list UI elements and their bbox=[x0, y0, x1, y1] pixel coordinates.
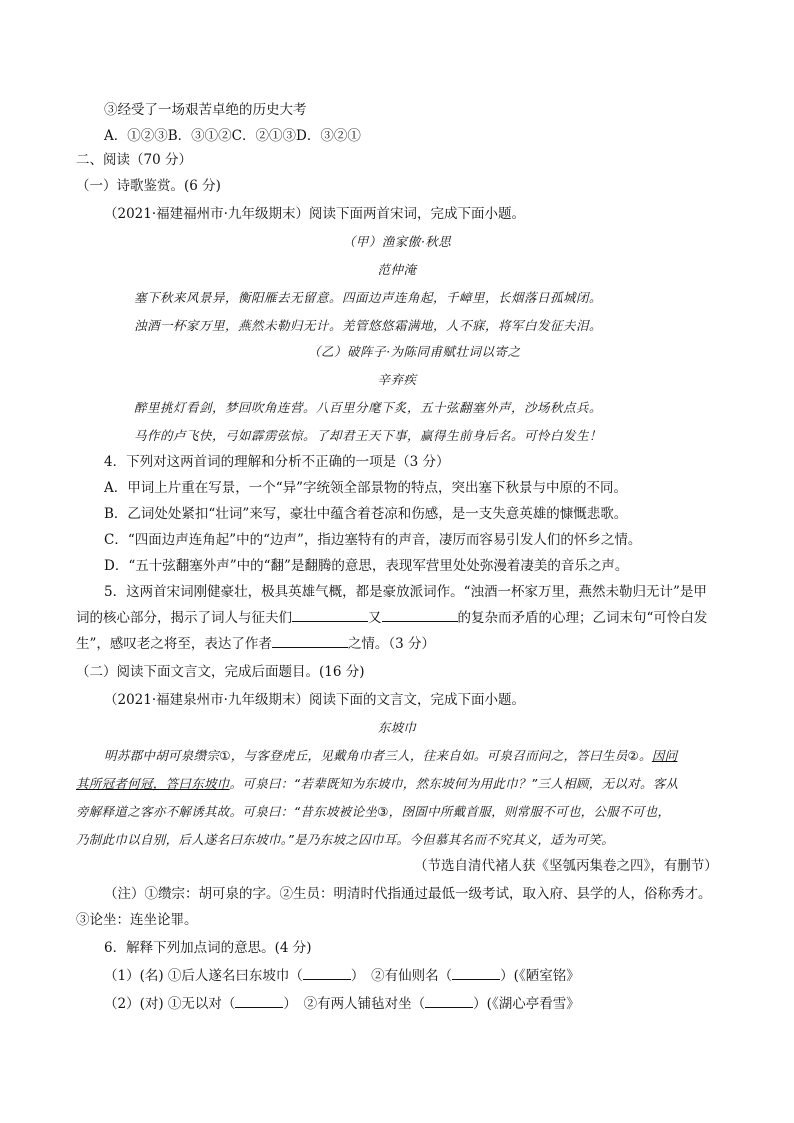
question-5-line-2 bbox=[76, 608, 707, 628]
essay-line-1 bbox=[104, 746, 677, 766]
essay-source: （节选自清代褚人获《坚瓠丙集卷之四》，有删节） bbox=[414, 858, 718, 874]
poem-yi-line-1: 醉里挑灯看剑，梦回吹角连营。八百里分麾下炙，五十弦翻塞外声，沙场秋点兵。 bbox=[134, 400, 603, 415]
question-6-stem: 6．解释下列加点词的意思。(4 分) bbox=[104, 940, 312, 956]
answer-blank-7[interactable] bbox=[425, 994, 473, 1008]
q6-r2-c: ）(《湖心亭看雪》 bbox=[473, 996, 580, 1012]
essay-line-3: 旁解释道之客亦不解诱其故。可泉曰：“昔东坡被论坐③，囹圄中所戴首服，则常服不可也，公服不可也， bbox=[76, 804, 671, 819]
q6-r1-b: ） ②有仙则名（ bbox=[350, 968, 453, 984]
part2-intro: （2021·福建泉州市·九年级期末）阅读下面的文言文，完成下面小题。 bbox=[104, 692, 525, 708]
answer-blank-4[interactable] bbox=[303, 966, 351, 980]
question-5-line-3 bbox=[76, 634, 435, 654]
essay-line-4: 乃制此巾以自别，后人遂名曰东坡巾。”是乃东坡之囚巾耳。今但慕其名而不究其义，适为可笑。 bbox=[76, 832, 615, 847]
poem-yi-title: （乙）破阵子·为陈同甫赋壮词以寄之 bbox=[308, 344, 521, 359]
question-5-line-1: 5．这两首宋词刚健豪壮，极具英雄气概，都是豪放派词作。“浊酒一杯家万里，燕然未勒归无计”是甲 bbox=[104, 584, 707, 600]
answer-blank-6[interactable] bbox=[235, 994, 283, 1008]
question-4-stem: 4．下列对这两首词的理解和分析不正确的一项是（3 分） bbox=[104, 454, 450, 470]
essay-title: 东坡巾 bbox=[377, 720, 417, 735]
part1-title: （一）诗歌鉴赏。(6 分) bbox=[76, 178, 221, 194]
option-item-3: ③经受了一场艰苦卓绝的历史大考 bbox=[104, 102, 307, 118]
q5-text-b: 又 bbox=[368, 610, 382, 626]
poem-yi-author: 辛弃疾 bbox=[377, 372, 417, 387]
poem-jia-line-1: 塞下秋来风景异，衡阳雁去无留意。四面边声连角起，千嶂里，长烟落日孤城闭。 bbox=[134, 290, 603, 305]
q6-r2-b: ） ②有两人铺毡对坐（ bbox=[283, 996, 426, 1012]
answer-blank-2[interactable] bbox=[382, 608, 458, 622]
essay-underlined-2: 其所冠者何冠，答曰东坡巾 bbox=[76, 776, 230, 791]
question-6-row-1 bbox=[104, 966, 580, 986]
part2-title: （二）阅读下面文言文，完成后面题目。(16 分) bbox=[76, 664, 365, 680]
answer-blank-5[interactable] bbox=[452, 966, 500, 980]
answer-options: A．①②③B．③①②C．②①③D．③②① bbox=[104, 128, 361, 144]
essay-line-2 bbox=[76, 774, 678, 794]
answer-blank-3[interactable] bbox=[272, 634, 348, 648]
question-4-option-c: C．“四面边声连角起”中的“边声”，指边塞特有的声音，凄厉而容易引发人们的怀乡之情。 bbox=[104, 532, 642, 548]
essay-line-2-text: 。可泉曰：“若辈既知为东坡巾，然东坡何为用此巾？”三人相顾，无以对。客从 bbox=[229, 776, 679, 791]
q5-text-c: 的复杂而矛盾的心理；乙词末句“可怜白发 bbox=[457, 610, 708, 626]
q5-text-e: 之情。（3 分） bbox=[347, 636, 436, 652]
poem-jia-author: 范仲淹 bbox=[377, 262, 417, 277]
section-title: 二、阅读（70 分） bbox=[76, 152, 192, 168]
notes-line-2: ③论坐：连坐论罪。 bbox=[76, 912, 198, 928]
q5-text-d: 生”，感叹老之将至，表达了作者 bbox=[76, 636, 272, 652]
q5-text-a: 词的核心部分，揭示了词人与征夫们 bbox=[76, 610, 292, 626]
poem-yi-line-2: 马作的卢飞快，弓如霹雳弦惊。了却君王天下事，赢得生前身后名。可怜白发生！ bbox=[134, 428, 603, 443]
q6-r2-a: （2）(对) ①无以对（ bbox=[104, 996, 236, 1012]
q6-r1-c: ）(《陋室铭》 bbox=[500, 968, 580, 984]
essay-underlined-1: 因问 bbox=[651, 748, 678, 763]
question-4-option-b: B．乙词处处紧扣“壮词”来写，豪壮中蕴含着苍凉和伤感，是一支失意英雄的慷慨悲歌。 bbox=[104, 506, 628, 522]
answer-blank-1[interactable] bbox=[292, 608, 368, 622]
question-6-row-2 bbox=[104, 994, 580, 1014]
notes-line-1: （注）①缵宗：胡可泉的字。②生员：明清时代指通过最低一级考试，取入府、县学的人，俗称秀才。 bbox=[104, 886, 712, 902]
question-4-option-a: A．甲词上片重在写景，一个“异”字统领全部景物的特点，突出塞下秋景与中原的不同。 bbox=[104, 480, 628, 496]
essay-line-1-text: 明苏郡中胡可泉缵宗①，与客登虎丘，见戴角巾者三人，往来自如。可泉召而问之，答曰生员②。 bbox=[104, 748, 652, 763]
poem-jia-title: （甲）渔家傲·秋思 bbox=[342, 234, 452, 249]
part1-intro: （2021·福建福州市·九年级期末）阅读下面两首宋词，完成下面小题。 bbox=[104, 206, 525, 222]
poem-jia-line-2: 浊酒一杯家万里，燕然未勒归无计。羌管悠悠霜满地，人不寐，将军白发征夫泪。 bbox=[134, 318, 603, 333]
question-4-option-d: D．“五十弦翻塞外声”中的“翻”是翻腾的意思，表现军营里处处弥漫着凄美的音乐之声。 bbox=[104, 558, 629, 574]
q6-r1-a: （1）(名) ①后人遂名曰东坡巾（ bbox=[104, 968, 303, 984]
